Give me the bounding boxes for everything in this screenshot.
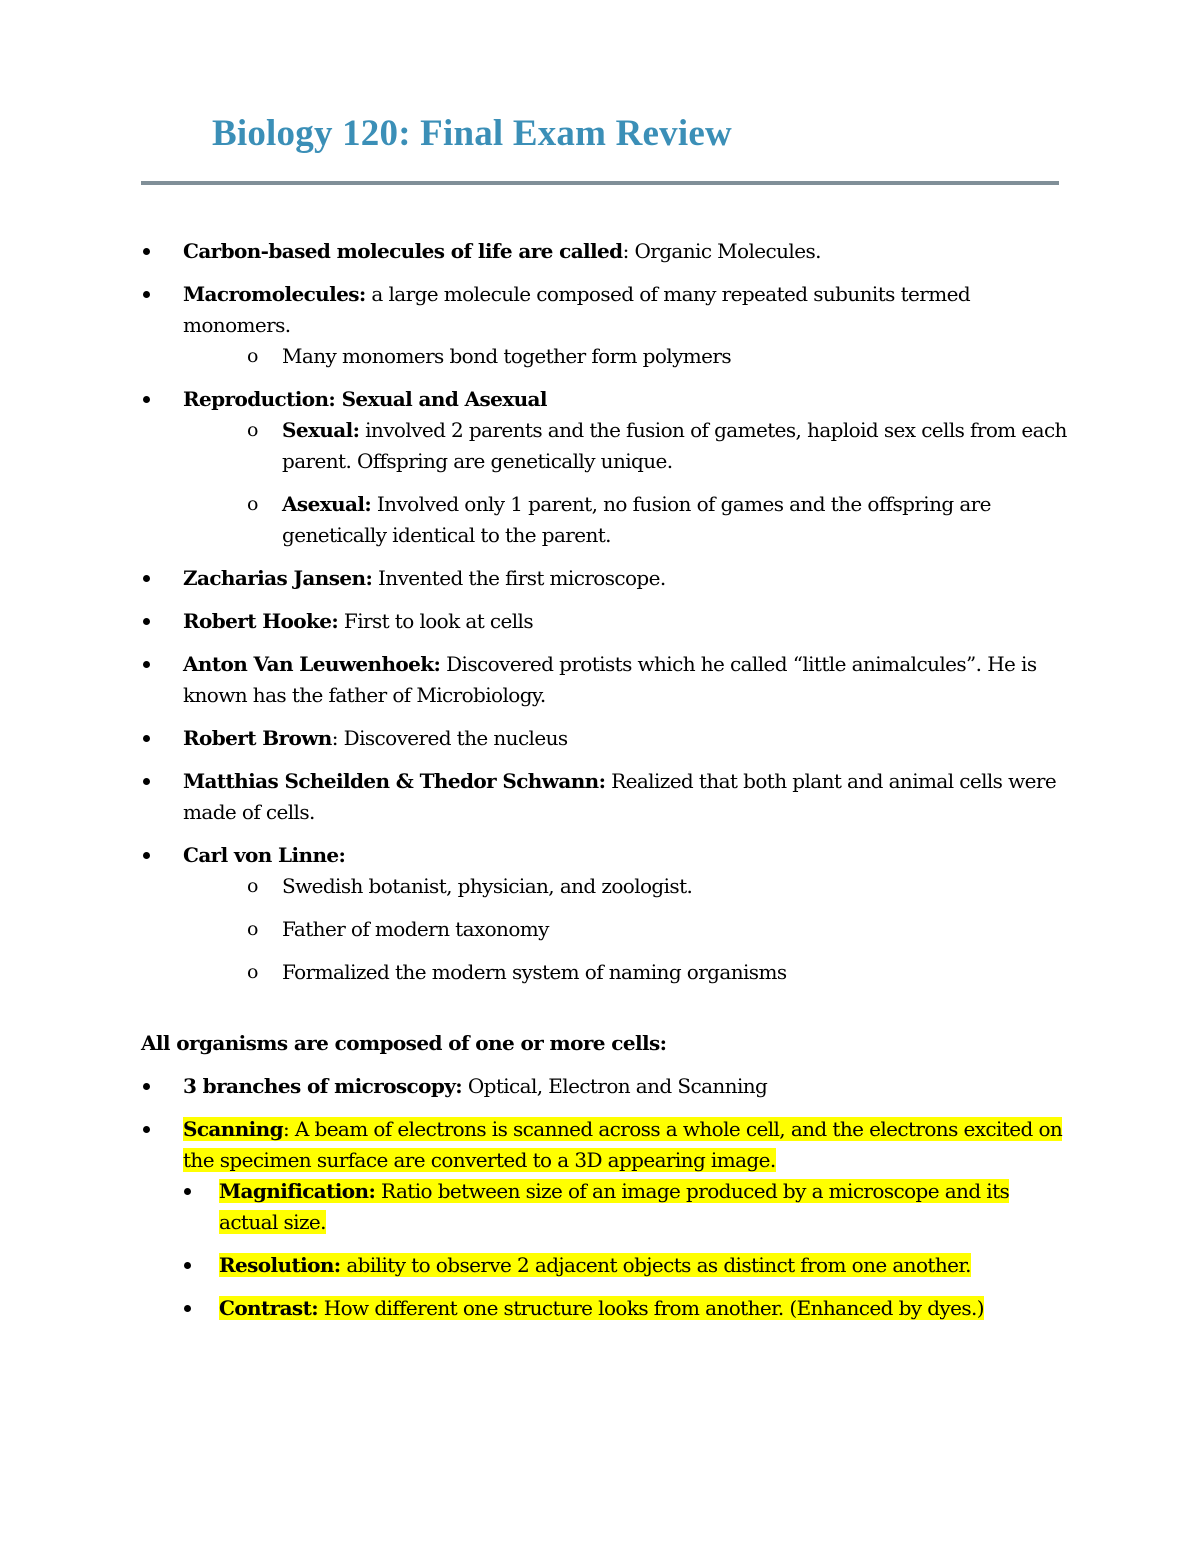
item-text: First to look at cells [338, 609, 534, 633]
item-text: : Discovered the nucleus [331, 726, 568, 750]
list-item [141, 606, 1071, 637]
bullet-icon [143, 1126, 150, 1133]
bullet-icon [143, 661, 150, 668]
item-label: Matthias Scheilden & Thedor Schwann: [183, 769, 606, 793]
item-label: Robert Brown [183, 726, 332, 750]
highlighted-text [183, 1117, 1062, 1172]
item-text: : Organic Molecules. [622, 239, 821, 263]
item-label: Anton Van Leuwenhoek: [183, 652, 441, 676]
title-underline [141, 181, 1059, 185]
list-item [141, 279, 1071, 372]
section-heading: All organisms are composed of one or more cells: [141, 1031, 667, 1055]
item-text: : A beam of electrons is scanned across a whole cell, and the electrons excited on the specimen surface are converted to a 3D appearing image. [183, 1117, 1063, 1172]
sub-list-item [183, 914, 1071, 945]
list-item [141, 766, 1071, 828]
sub-list [183, 871, 1071, 988]
list-item [141, 1114, 1071, 1324]
sub-list-item [183, 415, 1071, 477]
review-list [141, 236, 1071, 988]
item-text: a large molecule composed of many repeated subunits termed monomers. [183, 282, 971, 337]
sub-item-label: Sexual: [282, 418, 360, 442]
sub-item-text: Many monomers bond together form polymers [282, 344, 732, 368]
item-label: Zacharias Jansen: [183, 566, 373, 590]
item-text: Discovered protists which he called “little animalcules”. He is known has the father of Microbiology. [183, 652, 1037, 707]
sub-item-text: Father of modern taxonomy [282, 917, 549, 941]
hollow-bullet-icon: o [247, 918, 258, 940]
list-item [141, 563, 1071, 594]
item-label: Carl von Linne: [183, 843, 346, 867]
item-label: Carbon-based molecules of life are called [183, 239, 623, 263]
bullet-icon [143, 852, 150, 859]
sub-item-label: Resolution: [219, 1253, 341, 1277]
item-label: Robert Hooke: [183, 609, 339, 633]
bullet-icon [143, 396, 150, 403]
item-text: Optical, Electron and Scanning [462, 1074, 768, 1098]
list-item [141, 840, 1071, 988]
sub-list [183, 415, 1071, 551]
sub-list-item [141, 1250, 1071, 1281]
list-item [141, 723, 1071, 754]
highlighted-text [219, 1253, 971, 1277]
item-text: Realized that both plant and animal cells were made of cells. [183, 769, 1057, 824]
item-label: Reproduction: Sexual and Asexual [183, 387, 547, 411]
microscopy-list [141, 1071, 1071, 1324]
sub-item-label: Asexual: [282, 492, 372, 516]
bullet-icon [143, 291, 150, 298]
hollow-bullet-icon: o [247, 875, 258, 897]
sub-list-item [141, 1176, 1071, 1238]
hollow-bullet-icon: o [247, 345, 258, 367]
bullet-icon [143, 248, 150, 255]
bullet-icon [184, 1262, 191, 1269]
highlighted-text [219, 1179, 1009, 1234]
sub-list-item [183, 341, 1071, 372]
list-item [141, 1071, 1071, 1102]
hollow-bullet-icon: o [247, 493, 258, 515]
bullet-icon [143, 735, 150, 742]
bullet-icon [184, 1188, 191, 1195]
item-label: Scanning [183, 1117, 283, 1141]
sub-item-text: Formalized the modern system of naming organisms [282, 960, 787, 984]
item-text: Invented the first microscope. [372, 566, 666, 590]
list-item [141, 236, 1071, 267]
highlighted-text [219, 1296, 984, 1320]
sub-item-text: How different one structure looks from another. (Enhanced by dyes.) [318, 1296, 984, 1320]
sub-list [141, 1176, 1071, 1324]
sub-item-text: Involved only 1 parent, no fusion of games and the offspring are genetically identical to the parent. [282, 492, 991, 547]
sub-item-text: involved 2 parents and the fusion of gametes, haploid sex cells from each parent. Offspring are genetically unique. [282, 418, 1067, 473]
document-body [141, 236, 1071, 1336]
sub-item-text: Swedish botanist, physician, and zoologist. [282, 874, 693, 898]
list-item [141, 649, 1071, 711]
sub-list [183, 341, 1071, 372]
list-item [141, 384, 1071, 551]
item-label: 3 branches of microscopy: [183, 1074, 463, 1098]
sub-item-label: Contrast: [219, 1296, 319, 1320]
hollow-bullet-icon: o [247, 961, 258, 983]
sub-list-item [183, 957, 1071, 988]
bullet-icon [143, 575, 150, 582]
document-title: Biology 120: Final Exam Review [212, 113, 732, 154]
item-label: Macromolecules: [183, 282, 366, 306]
sub-item-label: Magnification: [219, 1179, 376, 1203]
bullet-icon [184, 1305, 191, 1312]
hollow-bullet-icon: o [247, 419, 258, 441]
bullet-icon [143, 778, 150, 785]
sub-item-text: Ratio between size of an image produced by a microscope and its actual size. [219, 1179, 1010, 1234]
sub-list-item [183, 489, 1071, 551]
bullet-icon [143, 618, 150, 625]
bullet-icon [143, 1083, 150, 1090]
sub-item-text: ability to observe 2 adjacent objects as distinct from one another. [340, 1253, 971, 1277]
sub-list-item [141, 1293, 1071, 1324]
sub-list-item [183, 871, 1071, 902]
